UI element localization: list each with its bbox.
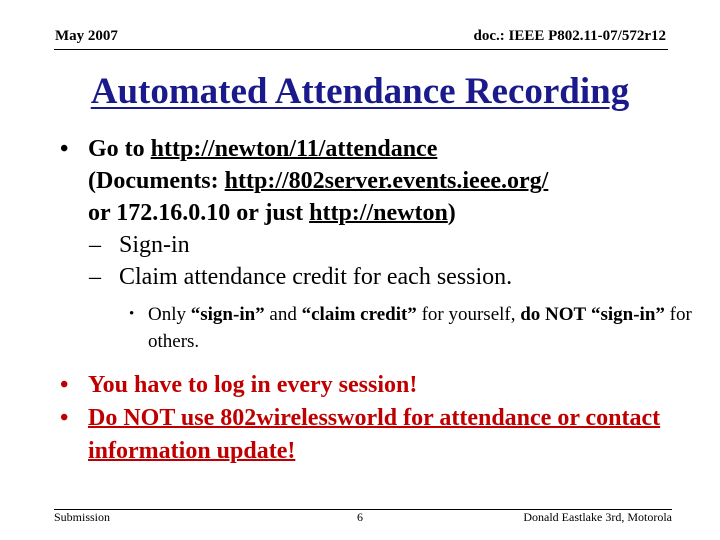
subitem-sign-in	[55, 229, 695, 261]
header-doc-id: doc.: IEEE P802.11-07/572r12	[473, 28, 666, 44]
attendance-link[interactable]: http://newton/11/attendance	[150, 136, 438, 162]
header-date: May 2007	[55, 28, 118, 44]
ip-text: or 172.16.0.10 or just	[88, 200, 310, 226]
dash-marker: –	[89, 264, 101, 290]
subitem-text: Claim attendance credit for each session.	[119, 264, 513, 290]
note-text: for others.	[148, 304, 692, 352]
bullet-marker: •	[60, 136, 69, 162]
warning-bullets	[55, 369, 695, 468]
go-to-text: Go to	[88, 136, 151, 162]
header-rule	[54, 49, 668, 50]
note-text: Only	[148, 304, 191, 325]
bullet-marker: •	[60, 372, 69, 398]
bullet-log-in-every-session	[55, 369, 695, 402]
slide-content	[55, 133, 695, 468]
dash-marker: –	[89, 232, 101, 258]
warning-text: Do NOT use 802wirelessworld for attendance or contact information update!	[88, 405, 661, 464]
subitem-text: Sign-in	[119, 232, 190, 258]
note-sign-in-2: “sign-in”	[590, 304, 665, 325]
note-yourself-only	[55, 301, 695, 355]
newton-link[interactable]: http://newton	[309, 200, 448, 226]
footer-page-number: 6	[357, 510, 363, 524]
close-paren: )	[447, 200, 456, 226]
bullet-marker: •	[60, 405, 69, 431]
warning-text: You have to log in every session!	[88, 372, 418, 398]
footer-author: Donald Eastlake 3rd, Motorola	[523, 510, 672, 524]
footer-submission: Submission	[54, 510, 111, 524]
bullet-do-not-use-802wirelessworld	[55, 402, 695, 468]
note-claim-credit: “claim credit”	[301, 304, 417, 325]
note-do-not: do NOT	[520, 304, 587, 325]
documents-link[interactable]: http://802server.events.ieee.org/	[224, 168, 549, 194]
note-marker: •	[129, 306, 135, 322]
note-sign-in: “sign-in”	[190, 304, 265, 325]
note-text: and	[264, 304, 302, 325]
slide-title: Automated Attendance Recording	[90, 71, 630, 112]
subitem-claim-credit	[55, 261, 695, 293]
bullet-go-to	[55, 133, 695, 229]
documents-text: (Documents:	[88, 168, 225, 194]
note-text: for yourself,	[416, 304, 521, 325]
